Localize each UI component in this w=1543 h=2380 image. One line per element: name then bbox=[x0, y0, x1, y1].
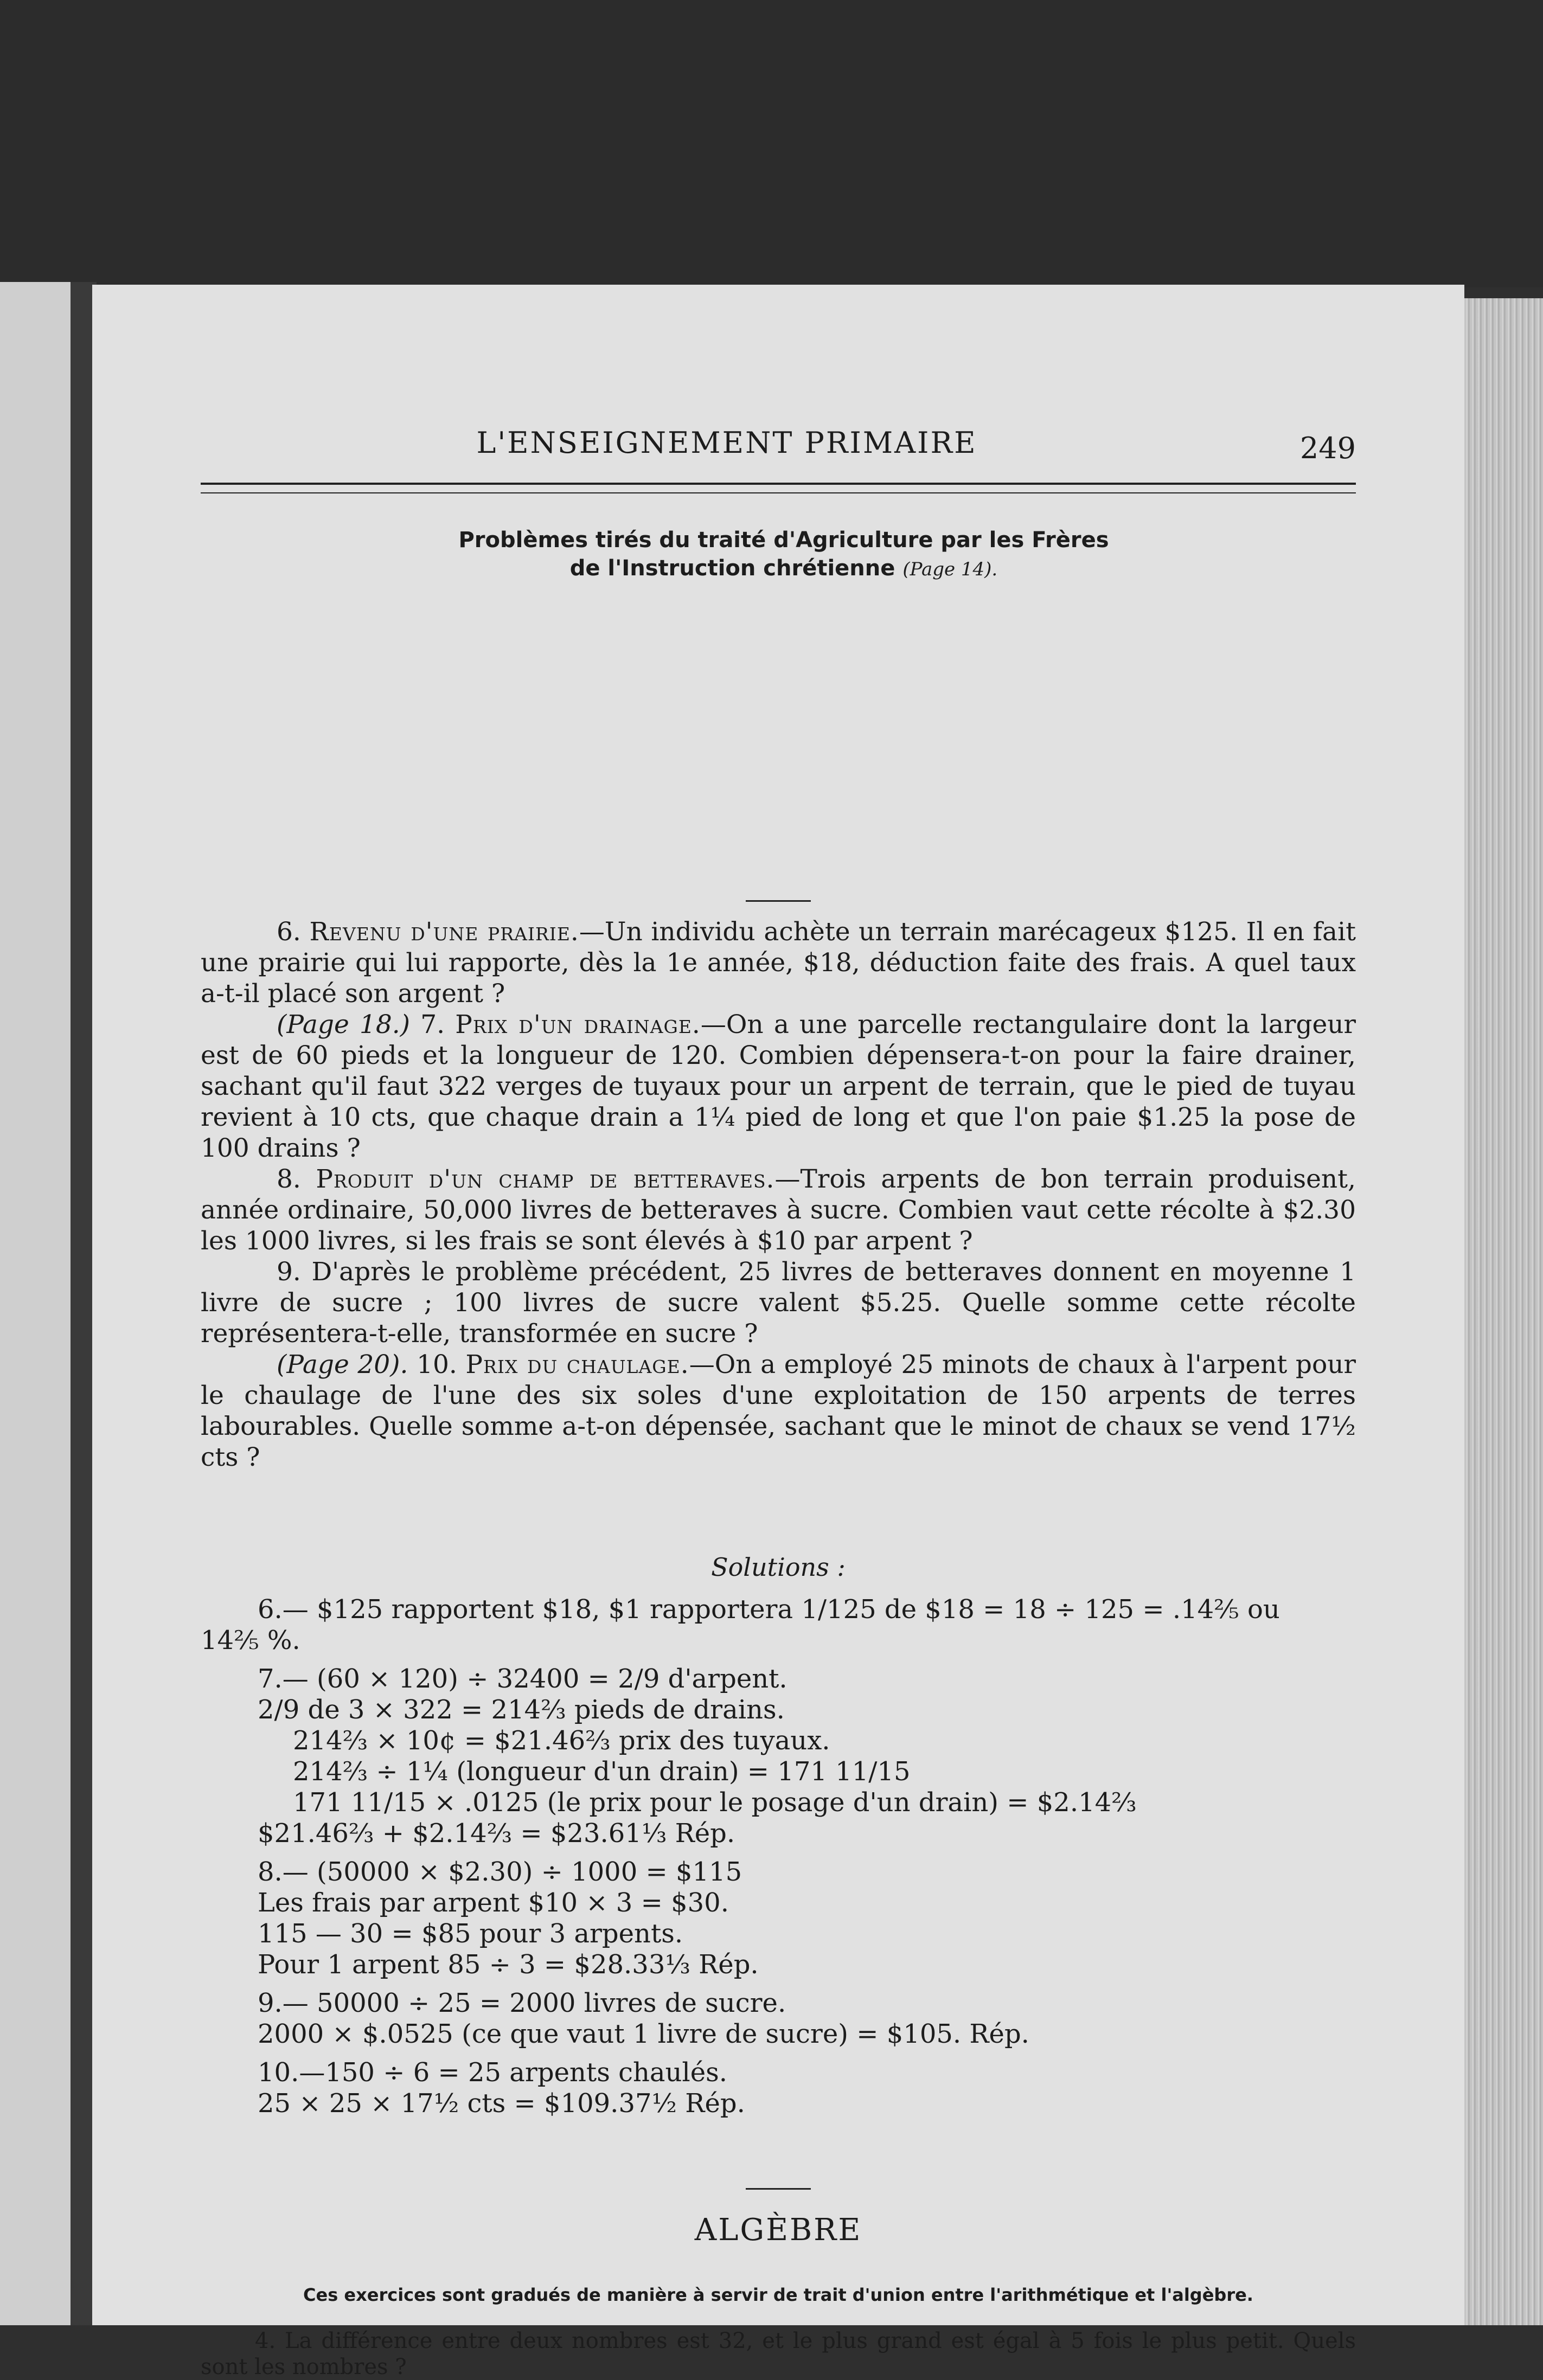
solution-line: $21.46⅔ + $2.14⅔ = $23.61⅓ Rép. bbox=[258, 1818, 735, 1849]
header-rule bbox=[201, 483, 1356, 493]
problem-text: —On a employé 25 minots de chaux à l'arpent pour le chaulage de l'une des six soles d'une exploitation de 150 arpents de terres labourables. Quelle somme a-t-on dépensée, sachant que le minot de chaux se vend 17½ cts ? bbox=[201, 1350, 1356, 1472]
solution-line: 214⅔ ÷ 1¼ (longueur d'un drain) = 171 11/15 bbox=[293, 1756, 911, 1787]
solution-line: 171 11/15 × .0125 (le prix pour le posage d'un drain) = $2.14⅔ bbox=[293, 1787, 1137, 1818]
problem-8 bbox=[201, 1164, 1356, 1256]
solution-9 bbox=[201, 1988, 1356, 2050]
solution-line: 2000 × $.0525 (ce que vaut 1 livre de sucre) = $105. Rép. bbox=[258, 2019, 1029, 2049]
solutions bbox=[201, 1594, 1356, 2127]
page-number: 249 bbox=[1299, 431, 1356, 465]
problem-9 bbox=[201, 1256, 1356, 1349]
solution-line: 214⅔ × 10¢ = $21.46⅔ prix des tuyaux. bbox=[293, 1725, 830, 1756]
problem-10 bbox=[201, 1349, 1356, 1473]
problem-7 bbox=[201, 1009, 1356, 1164]
problems bbox=[201, 916, 1356, 1473]
problem-text: —Un individu achète un terrain marécageux $125. Il en fait une prairie qui lui rapporte, dès la 1e année, $18, déduction faite des frais. A quel taux a-t-il placé son argent ? bbox=[201, 917, 1356, 1009]
section-heading-ref: (Page 14). bbox=[902, 559, 998, 580]
solution-line: 115 — 30 = $85 pour 3 arpents. bbox=[258, 1919, 683, 1949]
section-heading-line2 bbox=[282, 554, 1285, 583]
algebra-note: Ces exercices sont gradués de manière à servir de trait d'union entre l'arithmétique et l'algèbre. bbox=[303, 2285, 1253, 2305]
algebra-title: ALGÈBRE bbox=[694, 2212, 862, 2248]
solution-line: 10.—150 ÷ 6 = 25 arpents chaulés. bbox=[258, 2057, 728, 2088]
problem-number: 9. bbox=[277, 1257, 301, 1287]
running-head bbox=[201, 426, 1356, 469]
page-stack-edge bbox=[1459, 298, 1543, 2325]
problem-title: Prix d'un drainage. bbox=[455, 1010, 701, 1040]
problem-title: Prix du chaulage. bbox=[465, 1350, 689, 1380]
solution-line: 25 × 25 × 17½ cts = $109.37½ Rép. bbox=[258, 2088, 745, 2119]
section-heading-line2-text: de l'Instruction chrétienne bbox=[569, 556, 895, 581]
problem-6 bbox=[201, 916, 1356, 1009]
solution-line: 8.— (50000 × $2.30) ÷ 1000 = $115 bbox=[258, 1857, 742, 1887]
scan-background bbox=[0, 0, 1543, 287]
problem-number: 7. bbox=[420, 1010, 445, 1040]
solution-6 bbox=[201, 1594, 1356, 1656]
problem-text: —On a une parcelle rectangulaire dont la largeur est de 60 pieds et la longueur de 120. Combien dépensera-t-on pour la faire drainer, sachant qu'il faut 322 verges de tuyaux pour un arpent de terrain, que le pied de tuyau revient à 10 cts, que chaque drain a 1¼ pied de long et que l'on paie $1.25 la pose de 100 drains ? bbox=[201, 1010, 1356, 1163]
solution-8 bbox=[201, 1857, 1356, 1980]
page-reference: (Page 20). bbox=[277, 1350, 408, 1380]
problem-title: Produit d'un champ de betteraves. bbox=[316, 1164, 775, 1194]
section-heading bbox=[282, 526, 1285, 583]
solution-7 bbox=[201, 1664, 1356, 1849]
solution-line: 6.— $125 rapportent $18, $1 rapportera 1/125 de $18 = 18 ÷ 125 = .14⅖ ou bbox=[258, 1594, 1280, 1625]
solution-line: Les frais par arpent $10 × 3 = $30. bbox=[258, 1888, 729, 1918]
algebra-divider bbox=[746, 2188, 811, 2190]
solution-line: Pour 1 arpent 85 ÷ 3 = $28.33⅓ Rép. bbox=[258, 1949, 759, 1980]
solution-10 bbox=[201, 2057, 1356, 2119]
algebra-exercise bbox=[201, 2328, 1356, 2380]
problem-text: D'après le problème précédent, 25 livres de betteraves donnent en moyenne 1 livre de sucre ; 100 livres de sucre valent $5.25. Quelle somme cette récolte représentera-t-elle, transformée en sucre ? bbox=[201, 1257, 1356, 1349]
problem-number: 8. bbox=[277, 1164, 301, 1194]
solution-line: 7.— (60 × 120) ÷ 32400 = 2/9 d'arpent. bbox=[258, 1664, 787, 1694]
solution-line: 2/9 de 3 × 322 = 214⅔ pieds de drains. bbox=[258, 1695, 785, 1725]
problem-title: Revenu d'une prairie. bbox=[309, 917, 579, 947]
problem-text: —Trois arpents de bon terrain produisent, année ordinaire, 50,000 livres de betteraves à sucre. Combien vaut cette récolte à $2.30 les 1000 livres, si les frais se sont élevés à $10 par arpent ? bbox=[201, 1164, 1356, 1256]
section-heading-line1: Problèmes tirés du traité d'Agriculture par les Frères bbox=[458, 528, 1109, 553]
solution-line: 14⅖ %. bbox=[201, 1625, 300, 1656]
solution-line: 9.— 50000 ÷ 25 = 2000 livres de sucre. bbox=[258, 1988, 786, 2018]
problem-number: 6. bbox=[277, 917, 301, 947]
section-divider bbox=[746, 900, 811, 902]
solutions-title: Solutions : bbox=[711, 1553, 846, 1582]
page-reference: (Page 18.) bbox=[277, 1010, 411, 1040]
algebra-exercise-text: 4. La différence entre deux nombres est 32, et le plus grand est égal à 5 fois le plus petit. Quels sont les nombres ? bbox=[201, 2328, 1356, 2379]
book-page bbox=[92, 285, 1464, 2379]
facing-page-edge bbox=[0, 282, 81, 2325]
problem-number: 10. bbox=[417, 1350, 457, 1380]
running-title: L'ENSEIGNEMENT PRIMAIRE bbox=[476, 426, 977, 460]
